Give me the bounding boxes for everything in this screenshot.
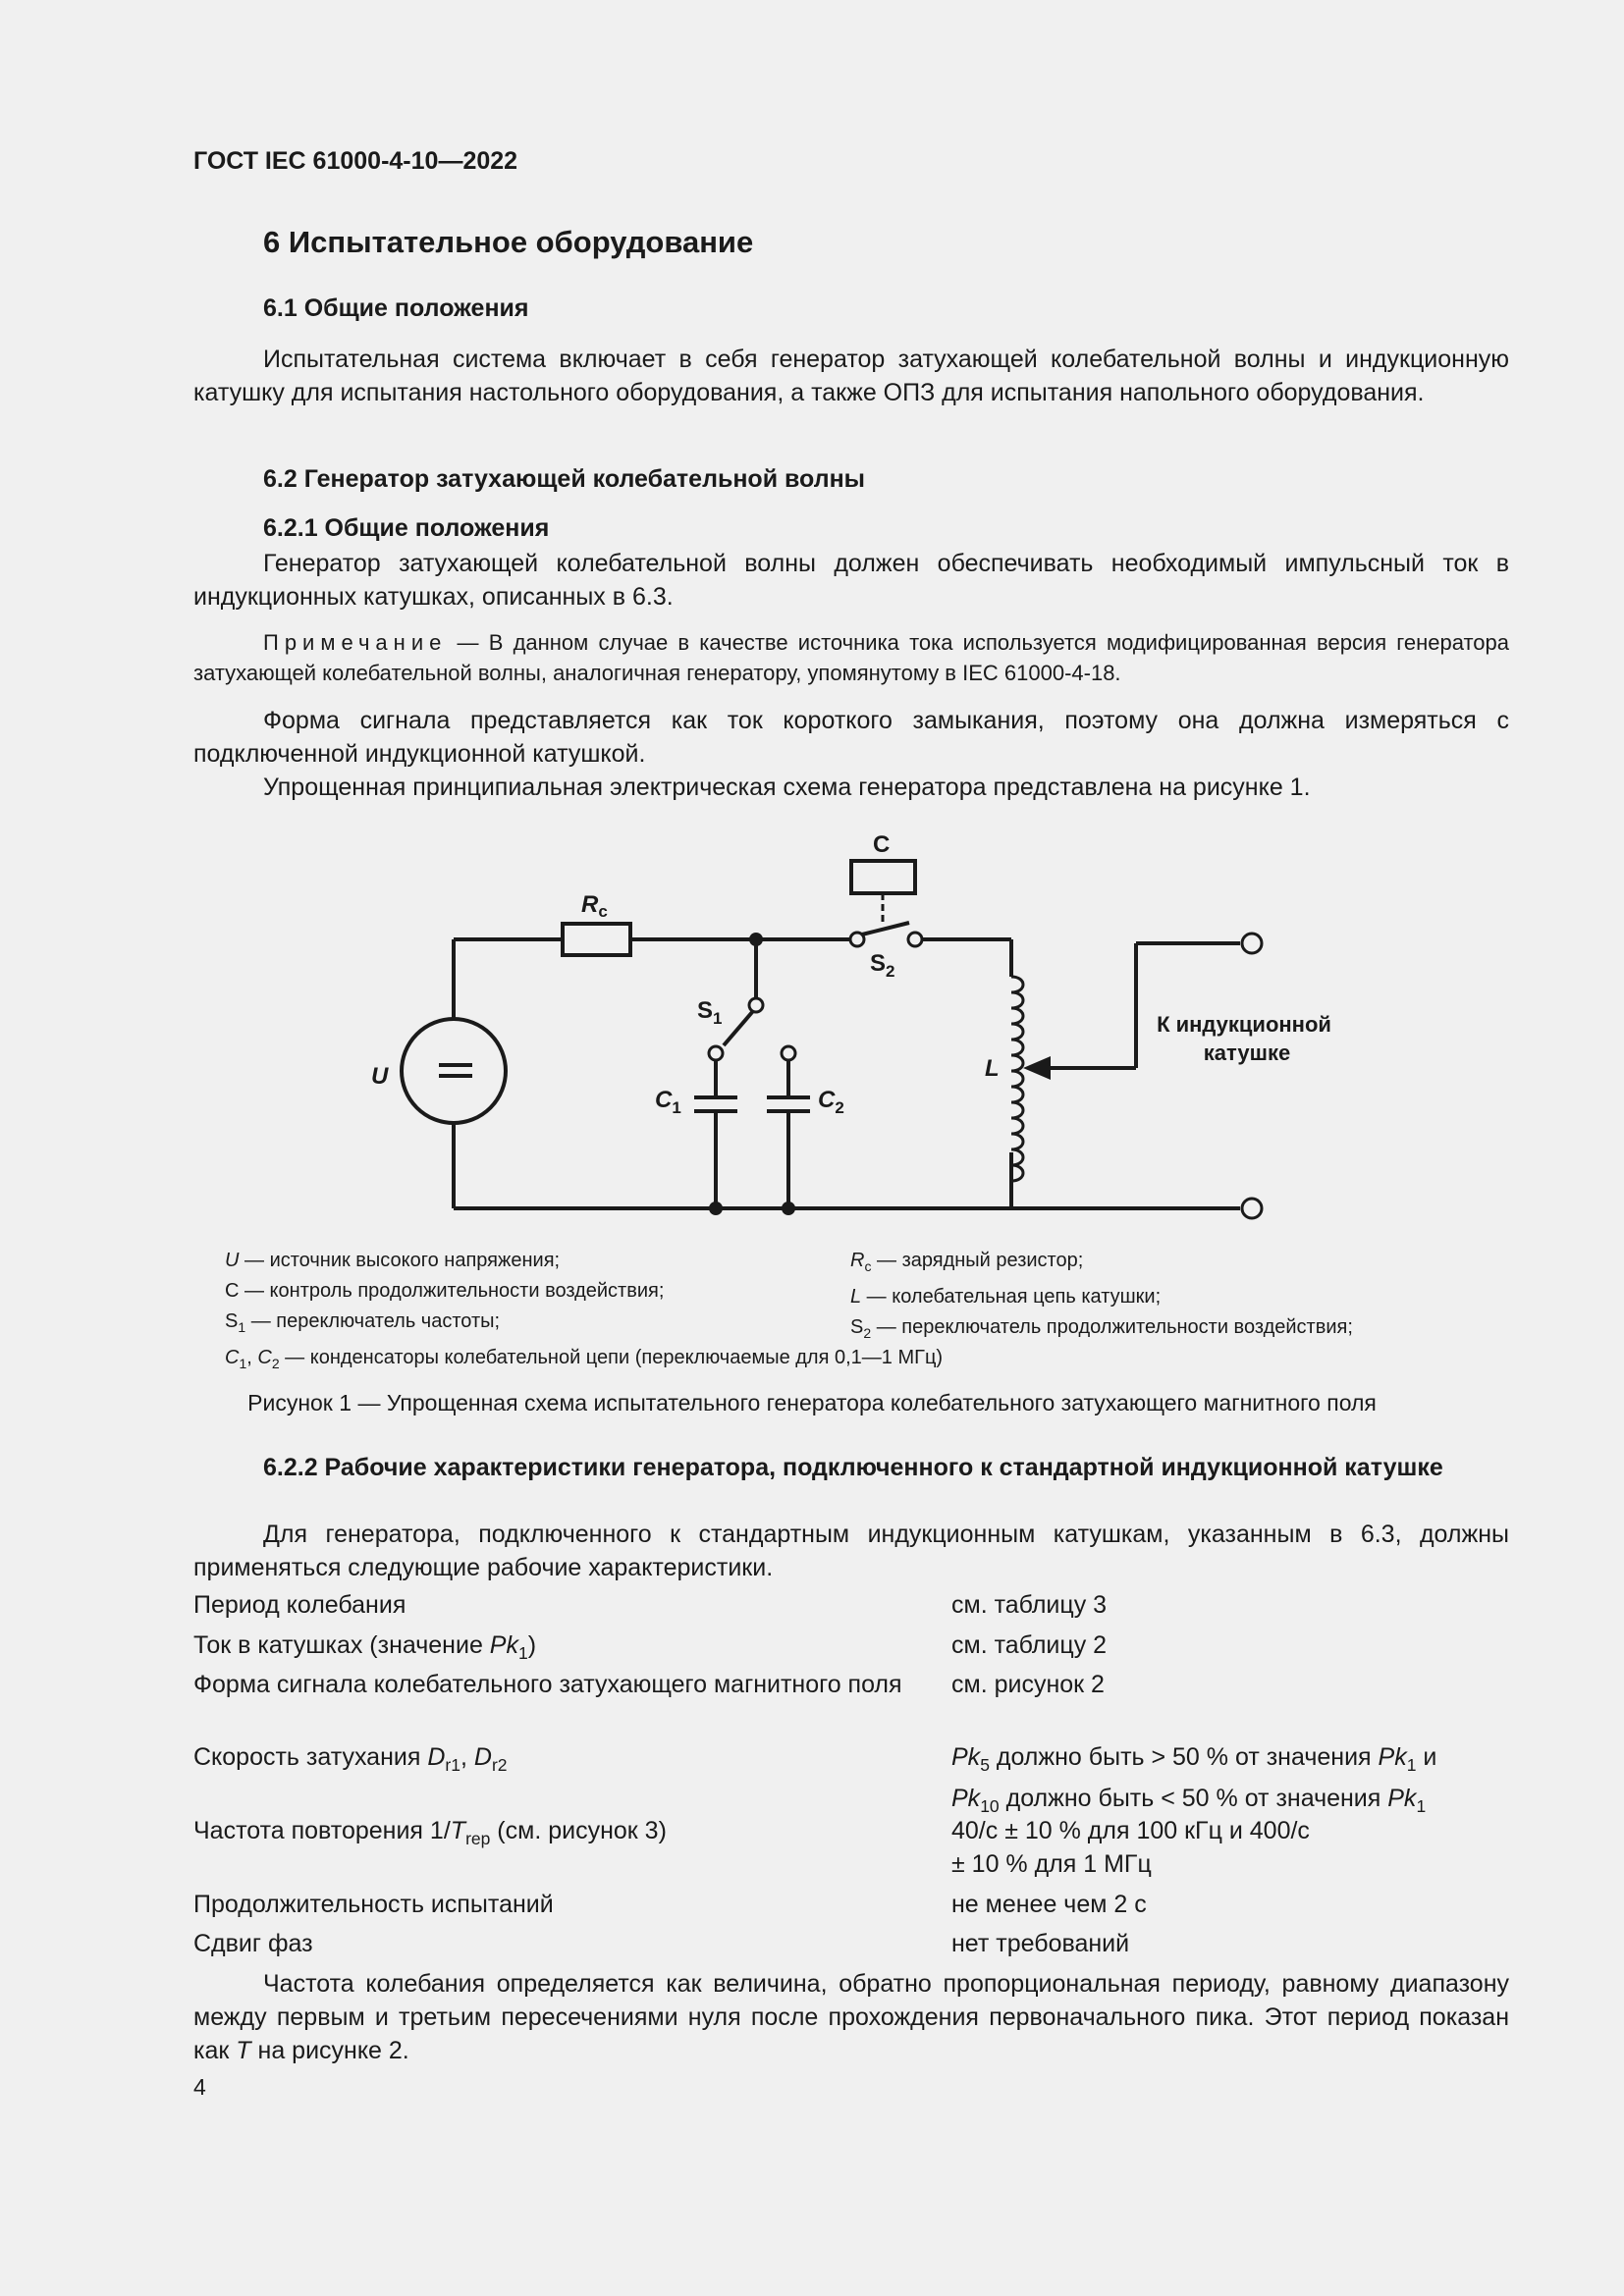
paragraph-closing: Частота колебания определяется как величина, обратно пропорциональная периоду, равному диапазону между первым и третьим пересечениями нуля после прохождения первоначального пика. Этот период показан как T на рисунке 2. xyxy=(193,1970,1509,2064)
legend-left xyxy=(225,1246,943,1379)
junction-s1 xyxy=(749,933,763,946)
terminal-s1-c1 xyxy=(709,1046,723,1060)
subsection-title-6-2-1: 6.2.1 Общие положения xyxy=(263,514,550,542)
spec-label: Сдвиг фаз xyxy=(193,1930,313,1957)
legend-item-c1-c2: $C_1$, $C_2$ — конденсаторы колебательной цепи (переключаемые для 0,1—1 МГц) xyxy=(225,1347,944,1371)
legend-item-c: C — контроль продолжительности воздействия; xyxy=(225,1280,665,1302)
paragraph-schematic: Упрощенная принципиальная электрическая схема генератора представлена на рисунке 1. xyxy=(263,774,1311,801)
label-u: U xyxy=(371,1063,389,1090)
spec-label: Ток в катушках (значение $Pk_1$) xyxy=(193,1631,537,1663)
spec-label: Форма сигнала колебательного затухающего магнитного поля xyxy=(193,1671,902,1698)
label-control: C xyxy=(873,831,891,858)
label-s2: $S_2$ xyxy=(870,950,895,981)
label-c1: $C_1$ xyxy=(655,1087,681,1117)
spec-label: Продолжительность испытаний xyxy=(193,1891,554,1918)
document-header: ГОСТ IEC 61000-4-10—2022 xyxy=(193,147,518,175)
output-terminal-top xyxy=(1242,934,1262,953)
junction-c1 xyxy=(709,1201,723,1215)
switch-s1-blade xyxy=(724,1011,753,1045)
subsection-title-6-1: 6.1 Общие положения xyxy=(263,294,529,322)
label-rc: $R_c$ xyxy=(581,891,608,921)
paragraph-6-2-1: Генератор затухающей колебательной волны должен обеспечивать необходимый импульсный ток в индукционных катушках, описанных в 6.3. xyxy=(193,550,1509,611)
spec-value: 40/с ± 10 % для 100 кГц и 400/с ± 10 % для 1 МГц xyxy=(951,1817,1310,1878)
legend-item-u: U — источник высокого напряжения; xyxy=(225,1250,561,1271)
label-c2: $C_2$ xyxy=(818,1087,844,1117)
terminal-s2-left xyxy=(850,933,864,946)
terminal-s1-top xyxy=(749,998,763,1012)
terminal-s1-c2 xyxy=(782,1046,795,1060)
label-to-coil-1: К индукционной xyxy=(1157,1012,1331,1037)
spec-value: см. таблицу 3 xyxy=(951,1591,1108,1619)
voltage-source xyxy=(402,1019,506,1123)
spec-label: Скорость затухания $D_{r1}$, $D_{r2}$ xyxy=(193,1743,508,1775)
legend-right xyxy=(850,1246,1353,1349)
output-terminal-bottom xyxy=(1242,1199,1262,1218)
resistor-rc xyxy=(563,924,630,955)
note-label: Примечание xyxy=(263,630,448,655)
control-box-c xyxy=(851,861,915,893)
label-l: L xyxy=(985,1055,1000,1082)
note-text: — В данном случае в качестве источника тока используется модифицированная версия генератора затухающей колебательной волны, аналогичная генератору, упомянутому в IEC 61000-4-18. xyxy=(193,630,1509,685)
spec-label: Период колебания xyxy=(193,1591,406,1619)
tap-arrow xyxy=(1023,1056,1051,1080)
switch-s2-blade xyxy=(862,923,909,934)
subsection-title-6-2: 6.2 Генератор затухающей колебательной волны xyxy=(263,465,866,493)
subsection-title-6-2-2: 6.2.2 Рабочие характеристики генератора, подключенного к стандартной индукционной катушке xyxy=(263,1454,1443,1481)
inductor-coil xyxy=(1011,977,1023,1181)
spec-value: см. рисунок 2 xyxy=(951,1671,1105,1698)
junction-c2 xyxy=(782,1201,795,1215)
legend-item-rc: $R_c$ — зарядный резистор; xyxy=(850,1250,1084,1274)
spec-label: Частота повторения $1/T_{rep}$ (см. рисунок 3) xyxy=(193,1817,667,1848)
section-title: 6 Испытательное оборудование xyxy=(263,225,754,259)
paragraph-6-2-2-intro: Для генератора, подключенного к стандартным индукционным катушкам, указанным в 6.3, должны применяться следующие рабочие характеристики. xyxy=(193,1521,1509,1581)
page-number: 4 xyxy=(193,2074,206,2100)
spec-value: не менее чем 2 с xyxy=(951,1891,1147,1918)
paragraph-waveform: Форма сигнала представляется как ток короткого замыкания, поэтому она должна измеряться с подключенной индукционной катушкой. xyxy=(193,707,1509,768)
spec-value: см. таблицу 2 xyxy=(951,1631,1108,1659)
legend-item-s2: $S_2$ — переключатель продолжительности воздействия; xyxy=(850,1316,1353,1341)
spec-value: $Pk_5$ должно быть > 50 % от значения $Pk_1$ и $Pk_{10}$ должно быть < 50 % от значения $Pk_1$ xyxy=(951,1743,1437,1816)
legend-item-s1: $S_1$ — переключатель частоты; xyxy=(225,1310,501,1335)
label-to-coil-2: катушке xyxy=(1203,1041,1291,1065)
spec-value: нет требований xyxy=(951,1930,1130,1957)
figure-caption: Рисунок 1 — Упрощенная схема испытательного генератора колебательного затухающего магнитного поля xyxy=(247,1390,1377,1415)
paragraph-6-1: Испытательная система включает в себя генератор затухающей колебательной волны и индукционную катушку для испытания настольного оборудования, а также ОПЗ для испытания напольного оборудования. xyxy=(193,346,1509,406)
terminal-s2-right xyxy=(908,933,922,946)
label-s1: $S_1$ xyxy=(697,997,723,1028)
legend-item-l: L — колебательная цепь катушки; xyxy=(850,1286,1162,1308)
